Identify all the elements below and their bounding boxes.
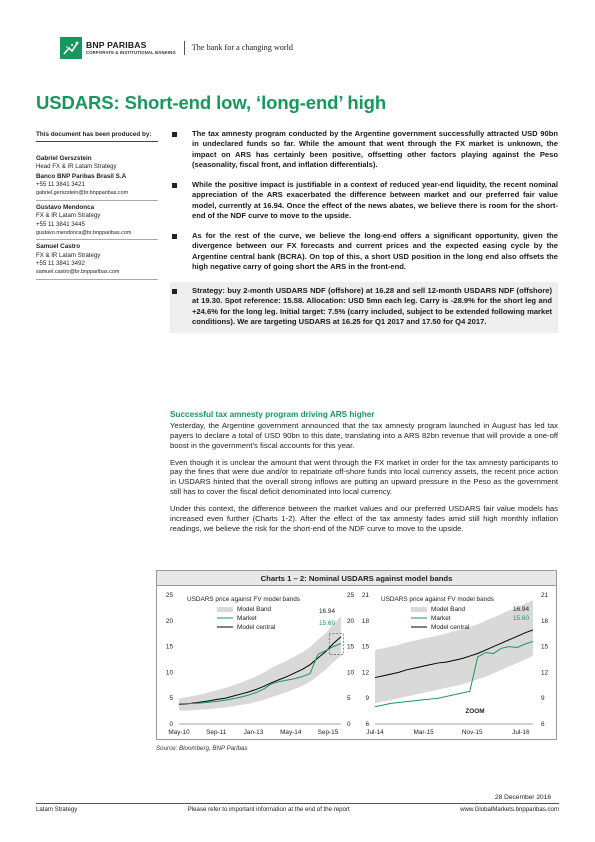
x-tick-label: Mar-15 bbox=[413, 729, 434, 736]
x-tick-label: Jan-13 bbox=[243, 729, 264, 736]
contact-email[interactable]: samuel.castro@br.bnpparibas.com bbox=[36, 269, 120, 276]
produced-by-label: This document has been produced by: bbox=[36, 130, 158, 142]
y-tick-label: 15 bbox=[165, 643, 173, 651]
contact-company: Banco BNP Paribas Brasil S.A bbox=[36, 173, 127, 181]
y-tick-label: 10 bbox=[165, 669, 173, 677]
legend-band-swatch bbox=[411, 607, 427, 612]
body-paragraph: Yesterday, the Argentine government announced that the tax amnesty program launched in August has led tax payers to declare a total of USD 90bn to this date, translating into a ARS 82bn revenue that will provide a one-off boost in the government’s fiscal accounts for this year. bbox=[170, 421, 558, 450]
key-points bbox=[170, 129, 558, 333]
section-heading: Successful tax amnesty program driving ARS higher bbox=[170, 410, 375, 419]
contact-phone: +55 11 3841 3445 bbox=[36, 220, 85, 228]
contact-card bbox=[36, 154, 158, 201]
footer-section: Latam Strategy bbox=[36, 806, 78, 813]
key-point bbox=[170, 231, 558, 273]
contact-email[interactable]: gustavo.mendonca@br.bnpparibas.com bbox=[36, 229, 132, 236]
x-tick-label: Sep-15 bbox=[317, 729, 339, 736]
footer-disclaimer: Please refer to important information at the end of the report bbox=[187, 806, 350, 813]
y-tick-label: 21 bbox=[361, 592, 369, 599]
page-header bbox=[60, 36, 293, 60]
contact-card bbox=[36, 203, 158, 241]
contact-name: Gabriel Gerszstein bbox=[36, 155, 92, 163]
model-band-area bbox=[375, 600, 533, 703]
contact-phone: +55 11 3841 3421 bbox=[36, 181, 85, 189]
legend-label: Market bbox=[237, 615, 257, 622]
x-tick-label: Jul-14 bbox=[366, 729, 384, 736]
key-point-text: The tax amnesty program conducted by the Argentine government successfully attracted USD 90bn in undeclared funds so far. While the amount that went through the FX market is unknown, the impact on ARS has certainly been positive, offsetting other factors playing against the Peso (seasonality, fiscal front, and inflation differentials). bbox=[192, 129, 558, 170]
chart-subtitle: USDARS price against FV model bands bbox=[381, 596, 494, 603]
y-tick-label: 10 bbox=[347, 669, 355, 677]
tagline: The bank for a changing world bbox=[184, 41, 293, 55]
contact-phone: +55 11 3841 3492 bbox=[36, 260, 85, 268]
y-tick-label: 5 bbox=[169, 695, 173, 703]
contact-name: Gustavo Mendonca bbox=[36, 203, 95, 211]
y-tick-label: 20 bbox=[347, 617, 355, 625]
brand-subtitle: CORPORATE & INSTITUTIONAL BANKING bbox=[86, 50, 176, 56]
y-tick-label: 15 bbox=[347, 643, 355, 651]
legend-label: Model central bbox=[431, 624, 470, 631]
legend-label: Model Band bbox=[431, 606, 466, 613]
y-tick-label: 25 bbox=[347, 592, 355, 599]
key-point bbox=[170, 129, 558, 171]
footer-website[interactable]: www.GlobalMarkets.bnpparibas.com bbox=[460, 806, 559, 813]
bullet-square-icon bbox=[172, 183, 177, 188]
charts-title: Charts 1 – 2: Nominal USDARS against model bands bbox=[157, 571, 556, 586]
zoom-label: ZOOM bbox=[465, 708, 485, 715]
strategy-text: Strategy: buy 2-month USDARS NDF (offshore) at 16.28 and sell 12-month USDARS NDF (offshore) at 19.30. Spot reference: 15.58. Allocation: USD 5mn each leg. Carry is -28.9% for the short leg and +24.6% for the long leg. Initial target: 7.5% (carry included, subject to be extended following market conditions). We are targeting USDARS at 16.25 for Q1 2017 and 17.50 for Q4 2017. bbox=[192, 285, 552, 327]
contact-role: FX & IR Latam Strategy bbox=[36, 211, 101, 219]
bullet-square-icon bbox=[172, 289, 177, 294]
bullet-square-icon bbox=[172, 234, 177, 239]
contact-name: Samuel Castro bbox=[36, 243, 81, 251]
bnp-logo-icon bbox=[60, 37, 82, 59]
annotation-market-value: 15.60 bbox=[513, 615, 529, 622]
legend-label: Market bbox=[431, 615, 451, 622]
charts-box bbox=[156, 570, 557, 740]
strategy-box bbox=[170, 282, 558, 333]
chart-subtitle: USDARS price against FV model bands bbox=[187, 596, 300, 603]
y-tick-label: 6 bbox=[541, 721, 545, 728]
key-point-text: While the positive impact is justifiable in a context of reduced year-end liquidity, the recent nominal appreciation of the ARS exacerbated the difference between market and our preferred fair value model, currently at 16.94. Once the effect of the news abates, we believe there is room for the short-end of the NDF curve to move to the upside. bbox=[192, 179, 558, 221]
charts-svg bbox=[157, 587, 556, 739]
contact-role: FX & IR Latam Strategy bbox=[36, 251, 101, 259]
page-title: USDARS: Short-end low, ‘long-end’ high bbox=[36, 92, 387, 113]
y-tick-label: 15 bbox=[541, 643, 549, 651]
x-tick-label: Sep-11 bbox=[206, 729, 227, 736]
key-point bbox=[170, 180, 558, 222]
body-paragraph: Under this context, the difference between the market values and our preferred USDARS fair value models has increased even further (Charts 1-2). After the effect of the tax amnesty fades amid still high monthly inflation readings, we believe the risk for the short-end of the NDF curve to move to the upside. bbox=[170, 504, 558, 533]
legend-label: Model central bbox=[237, 624, 276, 631]
y-tick-label: 0 bbox=[347, 721, 351, 728]
y-tick-label: 9 bbox=[541, 695, 545, 703]
y-tick-label: 21 bbox=[541, 592, 549, 599]
y-tick-label: 18 bbox=[361, 617, 369, 625]
y-tick-label: 18 bbox=[541, 617, 549, 625]
footer-divider bbox=[36, 803, 559, 804]
brand bbox=[86, 41, 176, 56]
body-paragraph: Even though it is unclear the amount that went through the FX market in order for the tax amnesty participants to pay the fines that were due and/or to repatriate off-shore funds into local currency assets, the recent price action in USDARS hinted that the overall strong inflows are putting an upward pressure in the Peso as the government still has to cover the fiscal deficit denominated into local currency. bbox=[170, 457, 558, 497]
y-tick-label: 5 bbox=[347, 695, 351, 703]
legend-band-swatch bbox=[217, 607, 233, 612]
y-tick-label: 6 bbox=[365, 721, 369, 728]
contact-email[interactable]: gabriel.gerszstein@br.bnpparibas.com bbox=[36, 190, 129, 197]
x-tick-label: Nov-15 bbox=[461, 729, 483, 736]
y-tick-label: 12 bbox=[541, 669, 549, 677]
legend-label: Model Band bbox=[237, 606, 272, 613]
body-section bbox=[170, 410, 558, 541]
y-tick-label: 25 bbox=[165, 592, 173, 599]
report-date: 28 December 2016 bbox=[494, 794, 551, 801]
y-tick-label: 9 bbox=[365, 695, 369, 703]
annotation-model-value: 16.94 bbox=[513, 606, 529, 613]
page-footer bbox=[36, 806, 559, 813]
author-sidebar bbox=[36, 130, 158, 282]
x-tick-label: May-10 bbox=[168, 729, 190, 736]
contact-role: Head FX & IR Latam Strategy bbox=[36, 163, 117, 171]
x-tick-label: Jul-16 bbox=[512, 729, 530, 736]
x-tick-label: May-14 bbox=[280, 729, 302, 736]
chart-source: Source: Bloomberg, BNP Paribas bbox=[156, 745, 248, 752]
y-tick-label: 0 bbox=[169, 721, 173, 728]
contact-card bbox=[36, 242, 158, 280]
y-tick-label: 12 bbox=[361, 669, 369, 677]
annotation-model-value: 16.94 bbox=[319, 608, 335, 615]
y-tick-label: 15 bbox=[361, 643, 369, 651]
y-tick-label: 20 bbox=[165, 617, 173, 625]
key-point-text: As for the rest of the curve, we believe the long-end offers a significant opportunity, given the divergence between our FX forecasts and current prices and the expected easing cycle by the Argentine central bank (BCRA). On top of this, a short USD position in the long end also offsets the high negative carry of going short the ARS in the front-end. bbox=[192, 230, 558, 272]
bullet-square-icon bbox=[172, 132, 177, 137]
annotation-market-value: 15.60 bbox=[319, 620, 335, 627]
brand-name: BNP PARIBAS bbox=[86, 39, 147, 50]
